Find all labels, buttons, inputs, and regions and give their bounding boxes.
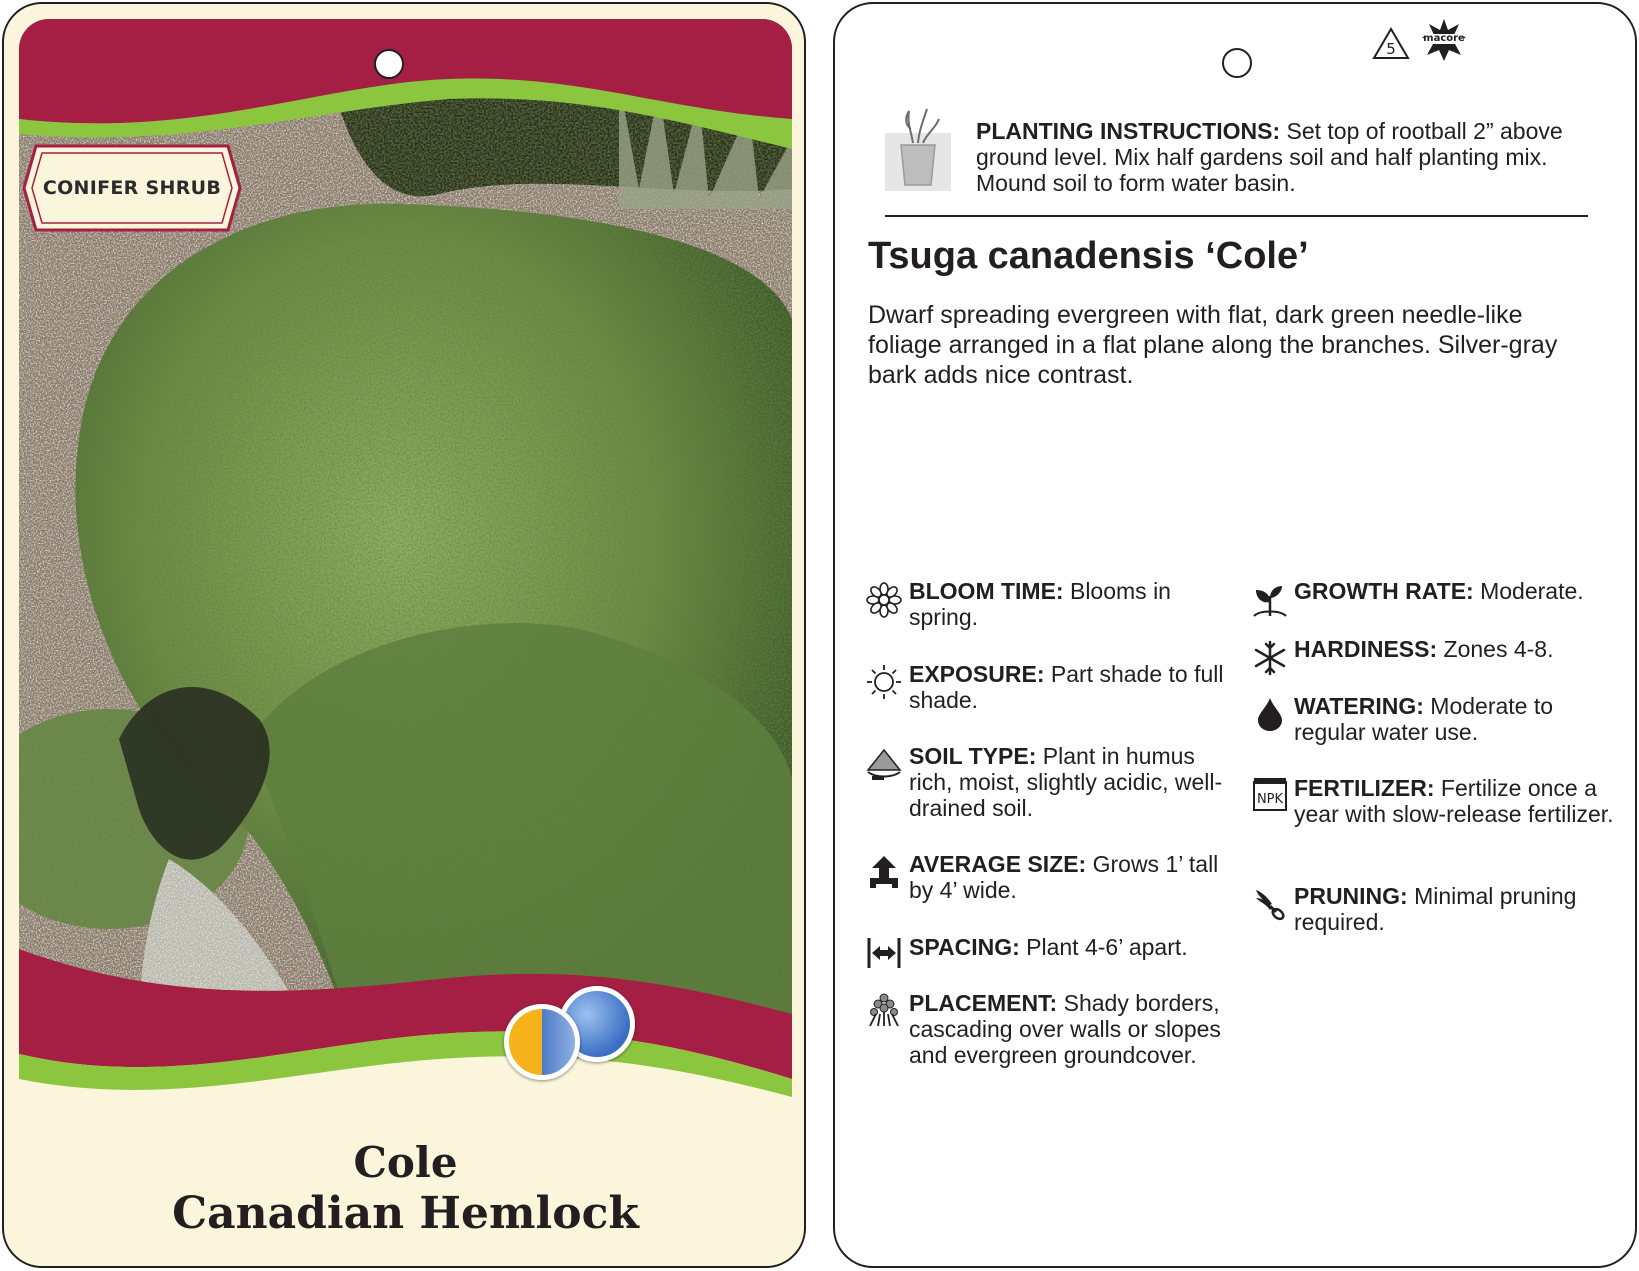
- attribute-placement: [909, 990, 1239, 1068]
- placement-label: PLACEMENT:: [909, 990, 1058, 1016]
- recycle-number: 5: [1386, 40, 1396, 58]
- planting-text: Set top of rootball 2” above ground level. Mix half gardens soil and half planting mix. Mound soil to form water basin.: [976, 118, 1563, 196]
- exposure-value: Part shade to full shade.: [909, 661, 1224, 713]
- placement-icon: [866, 992, 902, 1028]
- size-icon: [866, 854, 902, 890]
- common-name-line1: Cole: [353, 1138, 458, 1187]
- spacing-label: SPACING:: [909, 934, 1020, 960]
- attribute-hardiness: [1294, 636, 1614, 662]
- pruning-value: Minimal pruning required.: [1294, 883, 1577, 935]
- watering-label: WATERING:: [1294, 693, 1424, 719]
- attribute-spacing: [909, 934, 1239, 960]
- bloom-time-value: Blooms in spring.: [909, 578, 1171, 630]
- attribute-exposure: [909, 661, 1239, 713]
- pruners-icon: [1252, 886, 1288, 922]
- spacing-value: Plant 4-6’ apart.: [1019, 934, 1188, 960]
- divider: [885, 215, 1588, 217]
- soil-type-label: SOIL TYPE:: [909, 743, 1037, 769]
- growth-rate-value: Moderate.: [1473, 578, 1584, 604]
- soil-icon: [866, 746, 902, 782]
- watering-value: Moderate to regular water use.: [1294, 693, 1554, 745]
- attribute-bloom-time: [909, 578, 1239, 630]
- plant-tag-front: [2, 2, 806, 1268]
- fertilizer-label: FERTILIZER:: [1294, 775, 1435, 801]
- fertilizer-value: Fertilize once a year with slow-release fertilizer.: [1294, 775, 1614, 827]
- recycle-icon: [1371, 26, 1411, 62]
- water-drop-icon: [1252, 696, 1288, 732]
- botanical-name: Tsuga canadensis ‘Cole’: [868, 235, 1309, 277]
- attribute-growth-rate: [1294, 578, 1614, 604]
- npk-icon: [1252, 776, 1288, 812]
- planting-label: PLANTING INSTRUCTIONS:: [976, 118, 1281, 144]
- growth-rate-label: GROWTH RATE:: [1294, 578, 1474, 604]
- soil-type-value: Plant in humus rich, moist, slightly acidic, well-drained soil.: [909, 743, 1223, 821]
- sprout-icon: [1252, 582, 1288, 618]
- attribute-watering: [1294, 693, 1614, 745]
- attribute-pruning: [1294, 883, 1614, 935]
- average-size-value: Grows 1’ tall by 4’ wide.: [909, 851, 1219, 903]
- attribute-fertilizer: [1294, 775, 1614, 827]
- npk-icon-label: NPK: [1256, 792, 1284, 807]
- common-name-line2: Canadian Hemlock: [172, 1188, 639, 1239]
- sun-icon: [866, 664, 902, 700]
- hardiness-label: HARDINESS:: [1294, 636, 1438, 662]
- exposure-label: EXPOSURE:: [909, 661, 1045, 687]
- hardiness-value: Zones 4-8.: [1437, 636, 1554, 662]
- placement-value: Shady borders, cascading over walls or slopes and evergreen groundcover.: [909, 990, 1221, 1068]
- attribute-average-size: [909, 851, 1239, 903]
- brand-logo: macore: [1423, 33, 1465, 44]
- planting-pot-icon: [883, 103, 953, 193]
- average-size-label: AVERAGE SIZE:: [909, 851, 1087, 877]
- spacing-icon: [866, 934, 902, 970]
- part-shade-icon: [504, 1004, 580, 1080]
- flower-icon: [866, 582, 902, 618]
- hang-hole: [1222, 48, 1252, 78]
- bloom-time-label: BLOOM TIME:: [909, 578, 1064, 604]
- hang-hole: [374, 49, 404, 79]
- planting-instructions: [976, 118, 1566, 196]
- snowflake-icon: [1252, 640, 1288, 676]
- attribute-soil-type: [909, 743, 1239, 821]
- category-badge: CONIFER SHRUB: [42, 177, 222, 199]
- pruning-label: PRUNING:: [1294, 883, 1408, 909]
- plant-description: Dwarf spreading evergreen with flat, dark green needle-like foliage arranged in a flat plane along the branches. Silver-gray bark adds nice contrast.: [868, 301, 1558, 389]
